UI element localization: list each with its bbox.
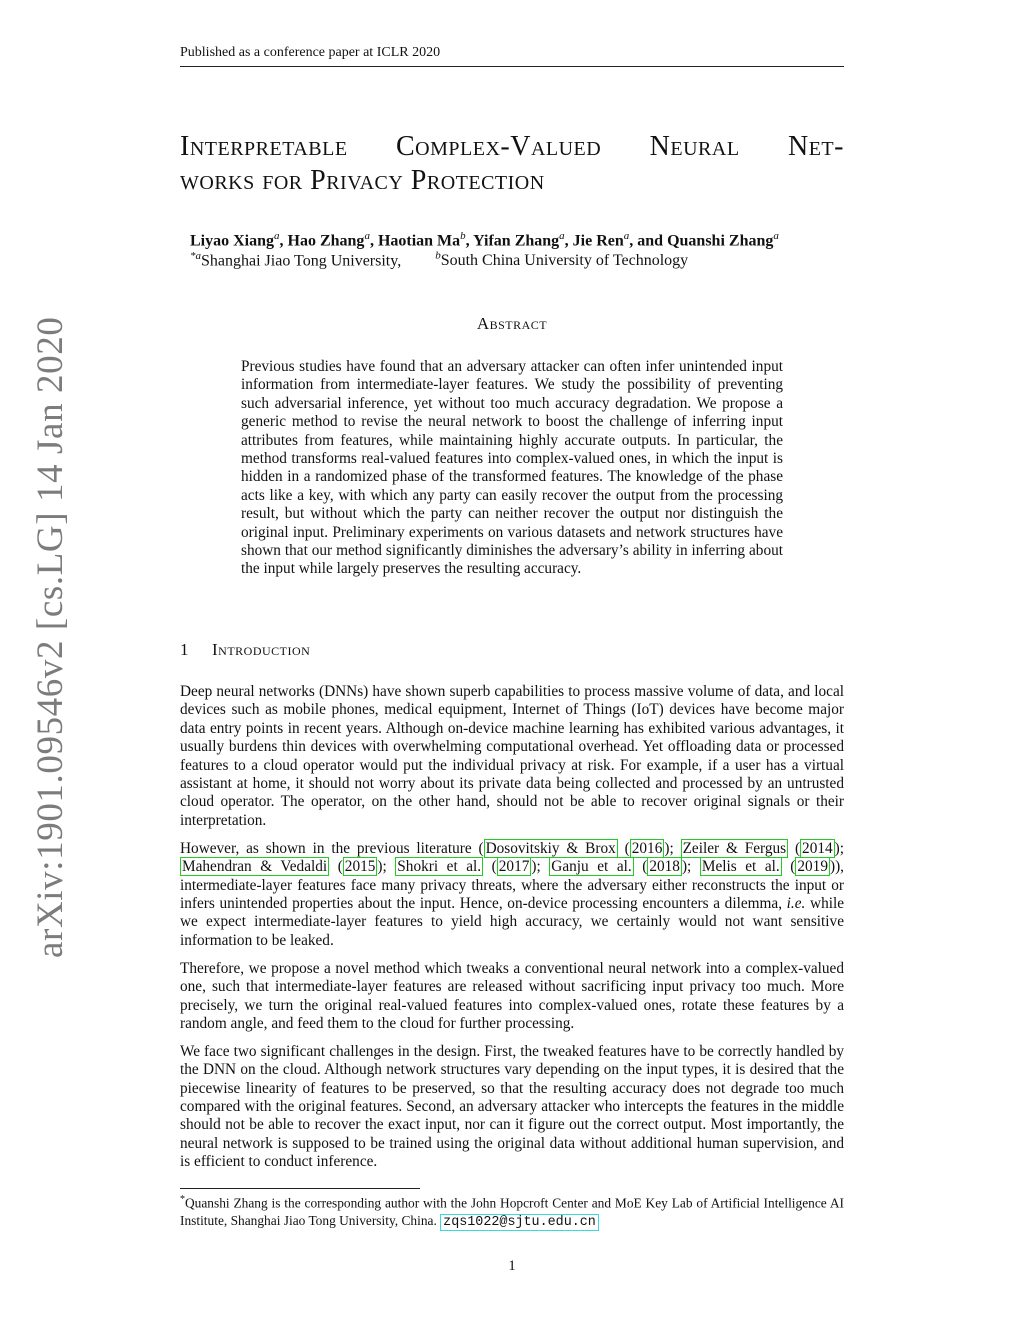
author-separator: , [279, 232, 288, 250]
citation-year-link[interactable]: 2014 [802, 839, 833, 857]
citation-link[interactable]: Zeiler & Fergus [682, 839, 787, 857]
author-name: Yifan Zhang [473, 232, 560, 250]
arxiv-identifier-stamp[interactable]: arXiv:1901.09546v2 [cs.LG] 14 Jan 2020 [30, 316, 71, 958]
paper-title [180, 130, 844, 198]
footnote-mark: * [180, 1194, 185, 1205]
author-affil-mark: a [274, 230, 280, 242]
footnote [180, 1191, 844, 1231]
paragraph-text: , intermediate-layer features face many privacy threats, where the adversary either reconstructs the input or infers unintended properties about the input. Hence, on-device processing encounters a dilemma, [180, 858, 844, 912]
author-affil-mark: a [773, 230, 779, 242]
title-word: Interpretable [180, 131, 348, 162]
abstract-heading: Abstract [476, 314, 548, 333]
author-separator: , [465, 232, 474, 250]
paragraph: Therefore, we propose a novel method which tweaks a conventional neural network into a complex-valued one, such that intermediate-layer features are released without sacrificing input privacy too much. More precisely, we turn the original real-valued features into complex-valued ones, rotate these features by a random angle, and feed them to the cloud for further processing. [180, 959, 844, 1032]
author-affil-mark: a [364, 230, 370, 242]
affil-name: South China University of Technology [440, 252, 689, 270]
citation-year-link[interactable]: 2019 [797, 858, 828, 876]
section-heading [180, 640, 844, 660]
email-link[interactable]: zqs1022@sjtu.edu.cn [440, 1214, 599, 1231]
author-separator: , and [629, 232, 668, 250]
author-separator: , [369, 232, 378, 250]
citation-link[interactable]: Dosovitskiy & Brox [485, 839, 616, 857]
paragraph-text: while we expect intermediate-layer features to yield high accuracy, we certainly would not want sensitive information to be leaked. [180, 894, 845, 949]
affiliations [190, 246, 850, 271]
citation-year-link[interactable]: 2016 [631, 839, 663, 857]
author-name: Quanshi Zhang [667, 232, 774, 250]
title-word: Complex-Valued [396, 131, 602, 162]
abstract-text: Previous studies have found that an adversary attacker can often infer unintended input information from intermediate-layer features. We study the possibility of preventing such adversarial inference, yet without too much accuracy degradation. We propose a generic method to revise the neural network to boost the challenge of inferring input attributes from features, while maintaining highly accurate outputs. In particular, the method transforms real-valued features into complex-valued ones, in which the input is hidden in a randomized phase of the transformed features. The knowledge of the phase acts like a key, with which any party can easily recover the output from the processing result, but without which the party can neither recover the output nor distinguish the original input. Preliminary experiments on various datasets and network structures have shown that our method significantly diminishes the adversary’s ability in inferring about the input while largely preserves the resulting accuracy. [241, 358, 783, 578]
title-word: Net- [787, 131, 844, 162]
author-name: Hao Zhang [287, 232, 365, 250]
citation-year-link[interactable]: 2018 [649, 858, 680, 876]
footnote-text: Quanshi Zhang is the corresponding author with the John Hopcroft Center and MoE Key Lab of Artificial Intelligence AI Institute, Shanghai Jiao Tong University, China. [180, 1195, 844, 1228]
paragraph: However, as shown in the previous literature ( Dosovitskiy & Brox ( 2016 ); Zeiler & Fergus ( 2014 ); Mahendran & Vedaldi ( 2015 ); Shokri et al. ( 2017 ); Ganju et al. ( 2018 ); Melis et al. ( 2019 )), intermediate-layer features face many privacy threats, where the adversary either reconstructs the input or infers unintended properties about the input. Hence, on-device processing encounters a dilemma, i.e. while we expect intermediate-layer features to yield high accuracy, we certainly would not want sensitive information to be leaked. [180, 839, 845, 949]
citation-link[interactable]: Melis et al. [701, 858, 780, 876]
author-affil-mark: a [559, 230, 565, 242]
affil-mark: b [435, 250, 441, 262]
paragraph-text: i.e. [786, 894, 806, 912]
author-affil-mark: a [623, 230, 630, 242]
citation-year-link[interactable]: 2017 [498, 858, 530, 876]
title-word: Neural [649, 131, 740, 162]
paragraph: We face two significant challenges in the design. First, the tweaked features have to be correctly handled by the DNN on the cloud. Although network structures vary depending on the input types, it is desired that the piecewise linearity of features to be preserved, so that the resulting accuracy does not degrade too much compared with the original features. Second, an adversary attacker who intercepts the features in the middle should not be able to recover the exact input, nor can it figure out the correct output. Most importantly, the neural network is supposed to be trained using the original data without additional human supervision, and is efficient to conduct inference. [180, 1042, 844, 1171]
title-line-2: works for Privacy Protection [180, 165, 545, 196]
section-number: 1 [180, 640, 189, 659]
author-name: Jie Ren [572, 232, 624, 250]
author-affil-mark: b [460, 230, 466, 242]
author-separator: , [564, 232, 573, 250]
page-number: 1 [508, 1258, 516, 1274]
author-name: Haotian Ma [377, 232, 461, 250]
affil-name: Shanghai Jiao Tong University, [201, 252, 402, 270]
citation-link[interactable]: Mahendran & Vedaldi [182, 858, 328, 876]
title-line-1 [180, 130, 844, 164]
paragraph-text: However, as shown in the previous literature ( [180, 839, 484, 857]
footnote-divider [180, 1188, 420, 1189]
author-name: Liyao Xiang [190, 232, 275, 250]
citation-year-link[interactable]: 2015 [344, 858, 376, 876]
citation-link[interactable]: Ganju et al. [551, 858, 632, 876]
running-header: Published as a conference paper at ICLR 2020 [180, 44, 844, 67]
intro-body [180, 683, 844, 1181]
section-title: Introduction [212, 640, 311, 659]
paragraph: Deep neural networks (DNNs) have shown superb capabilities to process massive volume of data, and local devices such as mobile phones, medical equipment, Internet of Things (IoT) devices have become major data entry points in recent years. Although on-device machine learning has exhibited various advantages, it usually burdens thin devices with overwhelming computational overhead. Yet offloading data or processed features to a cloud operator would put the individual privacy at risk. For example, if a user has a virtual assistant at home, it should not worry about its private data being collected and processed by an untrusted cloud operator. The operator, on the other hand, should not be able to recover original signals or their interpretation. [180, 683, 844, 829]
affil-mark: *a [190, 250, 201, 262]
citation-link[interactable]: Shokri et al. [397, 858, 482, 876]
